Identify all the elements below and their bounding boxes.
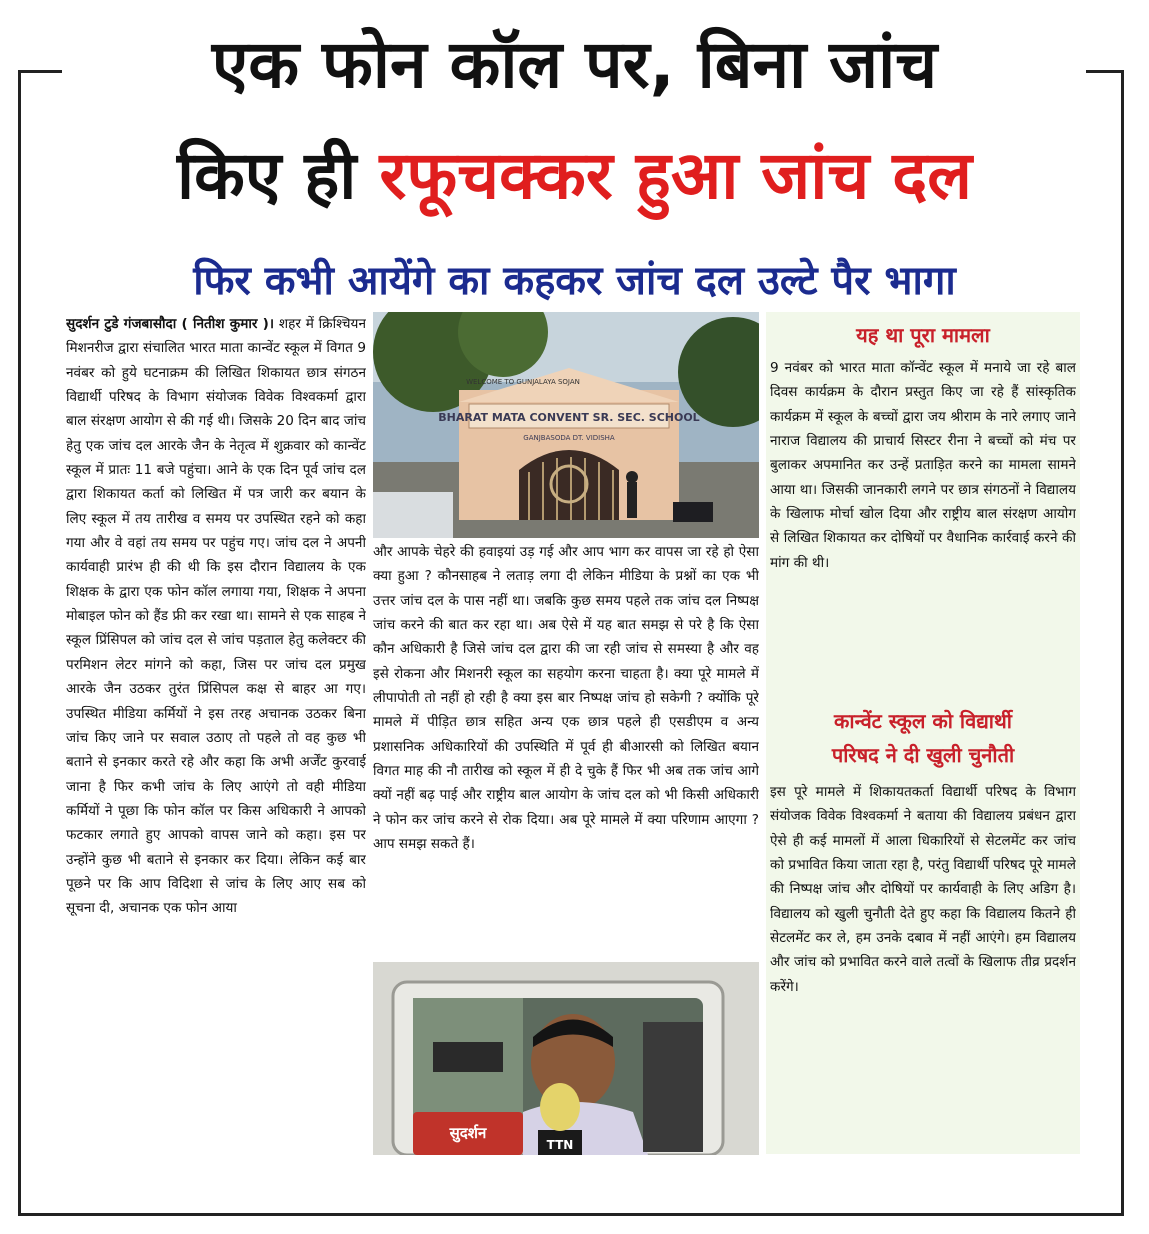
sidebar-body-2 bbox=[770, 780, 1076, 1130]
headline-line-2-red: रफूचक्कर हुआ जांच दल bbox=[379, 137, 973, 214]
sidebar-body-2-text: इस पूरे मामले में शिकायतकर्ता विद्यार्थी परिषद के विभाग संयोजक विवेक विश्वकर्मा ने बताया की विद्यालय प्रबंधन द्वारा ऐसे ही कई मामलों में आला धिकारियों से सेटलमेंट कर जांच को प्रभावित किया जाता रहा है, परंतु विद्यार्थी परिषद पूरे मामले की निष्पक्ष जांच और दोषियों पर कार्यवाही के लिए अडिग है। विद्यालय को खुली चुनौती देते हुए कहा कि विद्यालय कितने ही सेटलमेंट कर ले, हम उनके दबाव में नहीं आएंगे। हम विद्यालय और जांच को प्रभावित करने वाले तत्वों के खिलाफ तीव्र प्रदर्शन करेंगे। bbox=[770, 784, 1076, 995]
school-gate-photo bbox=[373, 312, 759, 538]
column-1-body: शहर में क्रिश्चियन मिशनरीज द्वारा संचालित भारत माता कान्वेंट स्कूल में विगत 9 नवंबर को हुये घटनाक्रम की लिखित शिकायत छात्र संगठन विद्यार्थी परिषद के विभाग संयोजक विवेक विश्वकर्मा द्वारा बाल संरक्षण आयोग से की गई थी। जिसके 20 दिन बाद जांच हेतु एक जांच दल आरके जैन के नेतृत्व में शुक्रवार को कान्वेंट स्कूल में प्रातः 11 बजे पहुंचा। आने के एक दिन पूर्व जांच दल द्वारा शिकायत कर्ता को लिखित में पत्र जारी कर बयान के लिए स्कूल में तय तारीख व समय पर उपस्थित रहने को कहा गया और वे वहां तय समय पर पहुंच गए। जांच दल ने अपनी कार्यवाही प्रारंभ ही की थी कि इस दौरान विद्यालय के एक शिक्षक के द्वारा एक फोन कॉल लगाया गया, शिक्षक ने अपना मोबाइल फोन को हैंड फ्री कर रखा था। सामने से एक साहब ने स्कूल प्रिंसिपल को जांच दल से जांच पड़ताल हेतु कलेक्टर की परमिशन लेटर मांगने को कहा, जिस पर जांच दल प्रमुख आरके जैन उठकर तुरंत प्रिंसिपल कक्ष से बाहर आ गए। उपस्थित मीडिया कर्मियों ने इस तरह अचानक उठकर बिना जांच किए जाने पर सवाल उठाए तो पहले तो वह कुछ भी बताने से इनकार करते रहे और कहा कि अभी अर्जेंट कुरवाई जाना है फिर कभी जांच के लिए आएंगे तो वही मीडिया कर्मियों ने पूछा कि फोन कॉल पर किस अधिकारी ने आपको फटकार लगाते हुए आपको वापस जाने को कहा। इस पर उन्होंने कुछ भी बताने से इनकार कर दिया। लेकिन कई बार पूछने पर कि आप विदिशा से जांच के लिए आए सब को सूचना दी, अचानक एक फोन आया bbox=[66, 316, 366, 917]
investigator-car-photo bbox=[373, 962, 759, 1155]
arch-sign-text: BHARAT MATA CONVENT SR. SEC. SCHOOL bbox=[438, 411, 700, 424]
byline: सुदर्शन टुडे गंजबासौदा ( नितीश कुमार )। bbox=[66, 316, 275, 332]
car-interview-illustration bbox=[373, 962, 759, 1155]
sidebar-body-1-text: 9 नवंबर को भारत माता कॉन्वेंट स्कूल में मनाये जा रहे बाल दिवस कार्यक्रम के दौरान प्रस्तुत किए जा रहे हैं सांस्कृतिक कार्यक्रम में स्कूल के बच्चों द्वारा जय श्रीराम के नारे लगाए जाने नाराज विद्यालय की प्राचार्य सिस्टर रीना ने बच्चों को मंच पर बुलाकर अपमानित कर उन्हें प्रताड़ित करने का मामला सामने आया था। जिसकी जानकारी लगने पर छात्र संगठनों ने विद्यालय के खिलाफ मोर्चा खोल दिया और राष्ट्रीय बाल संरक्षण आयोग से लिखित शिकायत कर दोषियों पर वैधानिक कार्रवाई करने की मांग की थी। bbox=[770, 360, 1076, 571]
arch-sign-subtext: GANJBASODA DT. VIDISHA bbox=[523, 434, 615, 442]
subheadline: फिर कभी आयेंगे का कहकर जांच दल उल्टे पैर भागा bbox=[193, 258, 956, 304]
top-board-text: WELCOME TO GUNJALAYA SOJAN bbox=[466, 378, 580, 386]
sidebar-heading-2-line-2: परिषद ने दी खुली चुनौती bbox=[831, 743, 1015, 767]
school-gate-illustration bbox=[373, 312, 759, 538]
sidebar-heading-2 bbox=[766, 704, 1080, 772]
headline-line-2-black: किए ही bbox=[176, 137, 357, 214]
sidebar-heading-1: यह था पूरा मामला bbox=[856, 323, 990, 347]
mic-label-sudarshan: सुदर्शन bbox=[449, 1124, 487, 1142]
headline-line-2 bbox=[0, 128, 1149, 224]
headline-line-1: एक फोन कॉल पर, बिना जांच bbox=[211, 26, 938, 103]
column-2-body: और आपके चेहरे की हवाइयां उड़ गई और आप भाग कर वापस जा रहे हो ऐसा क्या हुआ ? कौनसाहब ने लताड़ लगा दी लेकिन मीडिया के प्रश्नों का एक भी उत्तर जांच दल के पास नहीं था। जबकि कुछ समय पहले तक जांच दल निष्पक्ष जांच करने की बात कर रहा था। अब ऐसे में यह बात समझ से परे है कि ऐसा कौन अधिकारी है जिसे जांच दल द्वारा की जा रही जांच से समस्या है और वह इसे रोकना और मिशनरी स्कूल का सहयोग करना चाहता है। क्या पूरे मामले में लीपापोती तो नहीं हो रही है क्या इस बार निष्पक्ष जांच हो सकेगी ? क्योंकि पूरे मामले में पीड़ित छात्र सहित अन्य एक छात्र पहले ही एसडीएम व अन्य प्रशासनिक अधिकारियों की उपस्थिति में पूर्व ही बीआरसी को लिखित बयान विगत माह की नौ तारीख को स्कूल में ही दे चुके हैं फिर भी अब तक जांच आगे क्यों नहीं बढ़ पाई और राष्ट्रीय बाल आयोग के जांच दल को भी किसी अधिकारी ने फोन कर जांच करने से रोक दिया। अब पूरे मामले में क्या परिणाम आएगा ? आप समझ सकते हैं। bbox=[373, 544, 759, 853]
sidebar-heading-2-line-1: कान्वेंट स्कूल को विद्यार्थी bbox=[834, 709, 1012, 733]
article-column-1 bbox=[66, 312, 366, 1158]
mic-label-ttn: TTN bbox=[546, 1138, 574, 1152]
sidebar-body-1 bbox=[770, 356, 1076, 696]
article-column-2 bbox=[373, 540, 759, 960]
